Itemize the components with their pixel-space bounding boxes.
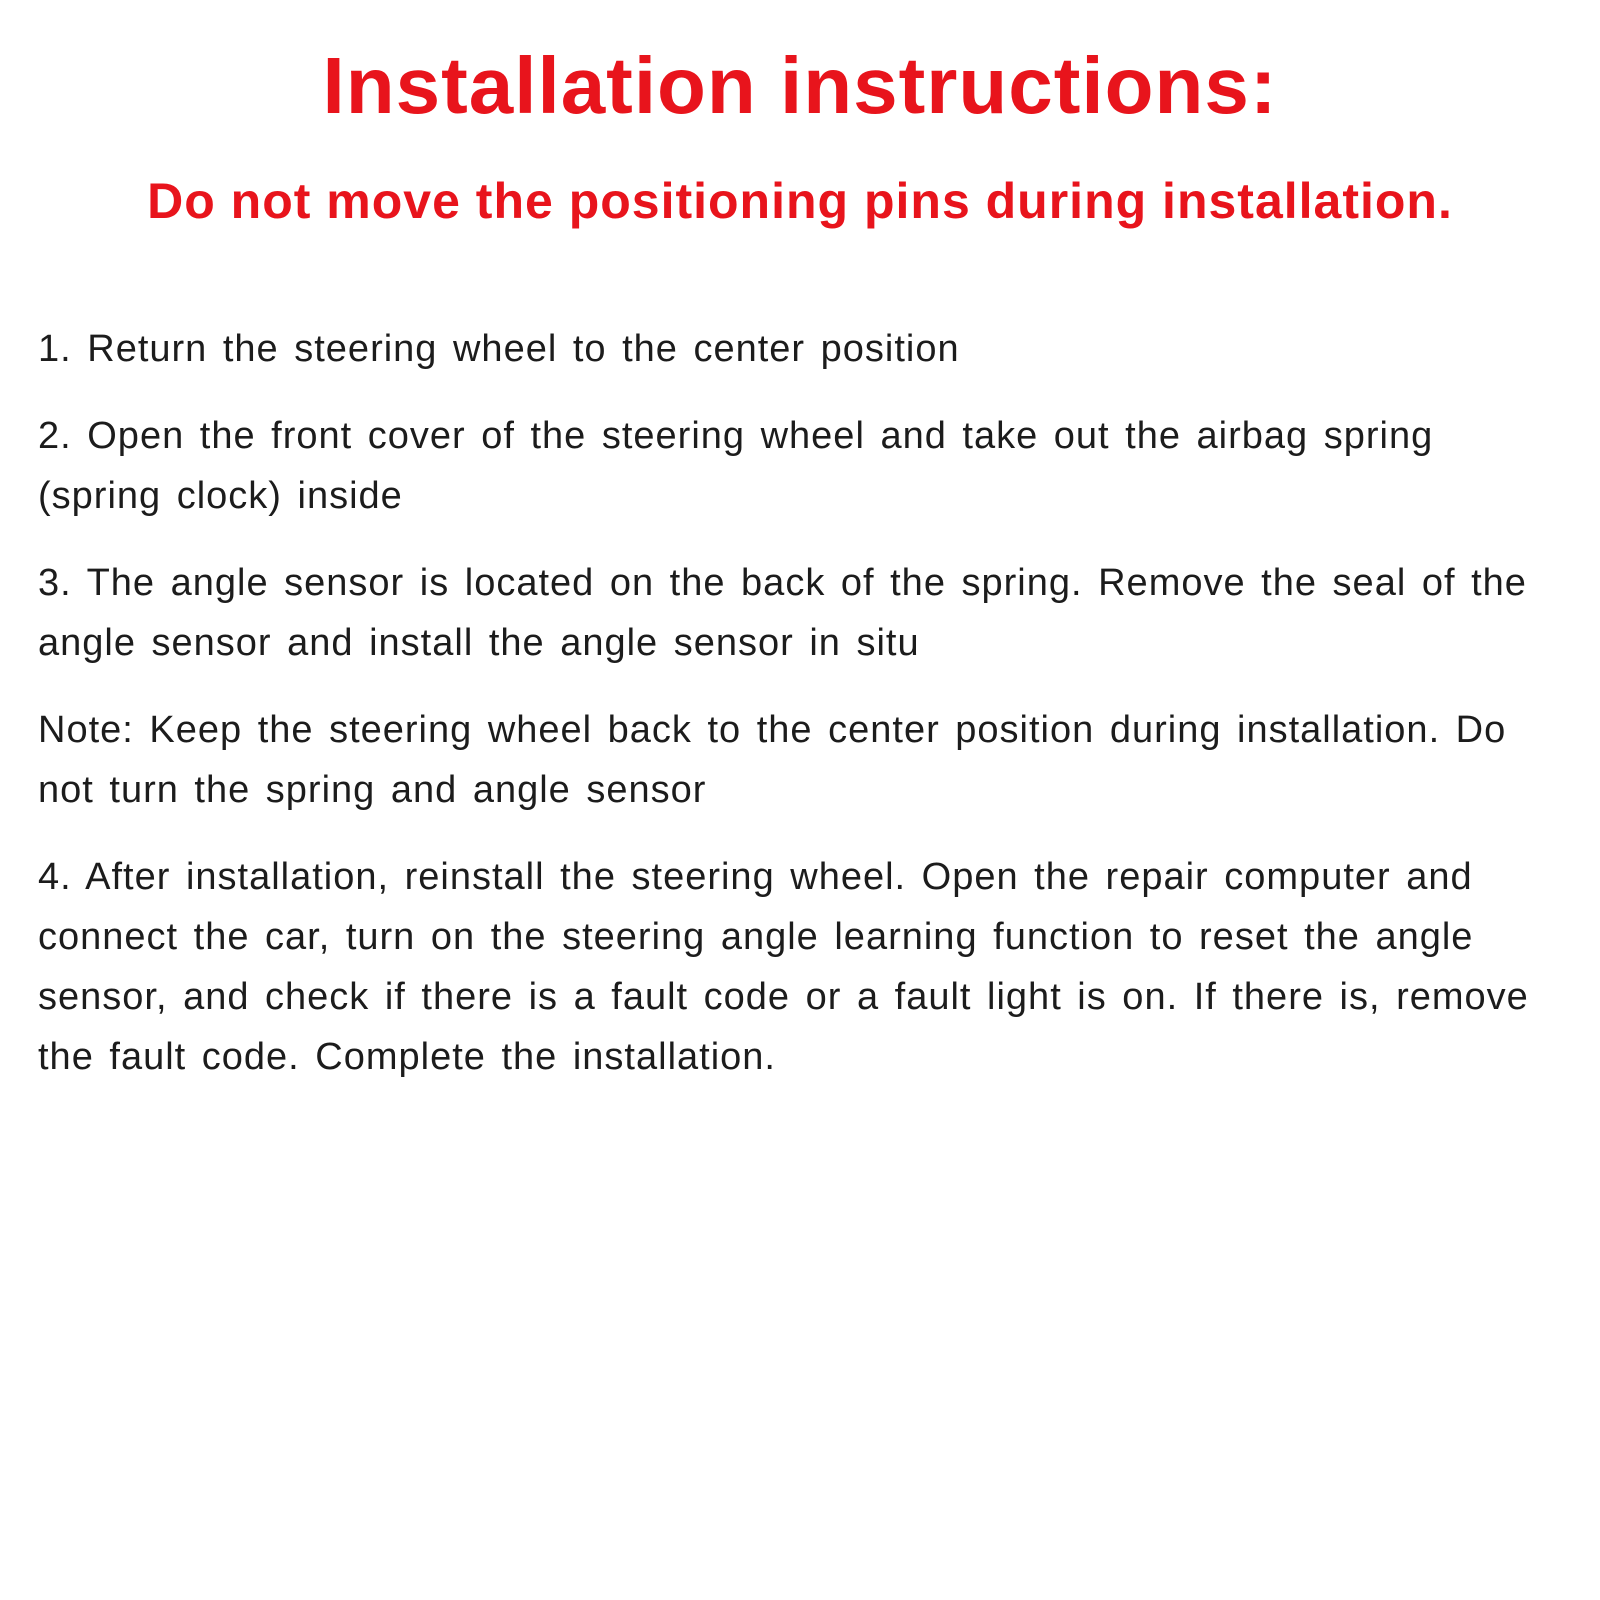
instruction-step-3: 3. The angle sensor is located on the back of the spring. Remove the seal of the angle sensor and install the angle sensor in situ (38, 562, 1527, 664)
instruction-step-4: 4. After installation, reinstall the steering wheel. Open the repair computer and connect the car, turn on the steering angle learning function to reset the angle sensor, and check if there is a fault code or a fault light is on. If there is, remove the fault code. Complete the installation. (38, 856, 1529, 1078)
instruction-note: Note: Keep the steering wheel back to the center position during installation. Do not turn the spring and angle sensor (38, 709, 1507, 811)
instruction-step-2: 2. Open the front cover of the steering wheel and take out the airbag spring (spring clock) inside (38, 415, 1434, 517)
warning-subtitle: Do not move the positioning pins during installation. (147, 173, 1453, 229)
page-title: Installation instructions: (322, 41, 1278, 130)
instruction-body (38, 319, 1560, 1087)
instruction-step-1: 1. Return the steering wheel to the center position (38, 328, 960, 370)
